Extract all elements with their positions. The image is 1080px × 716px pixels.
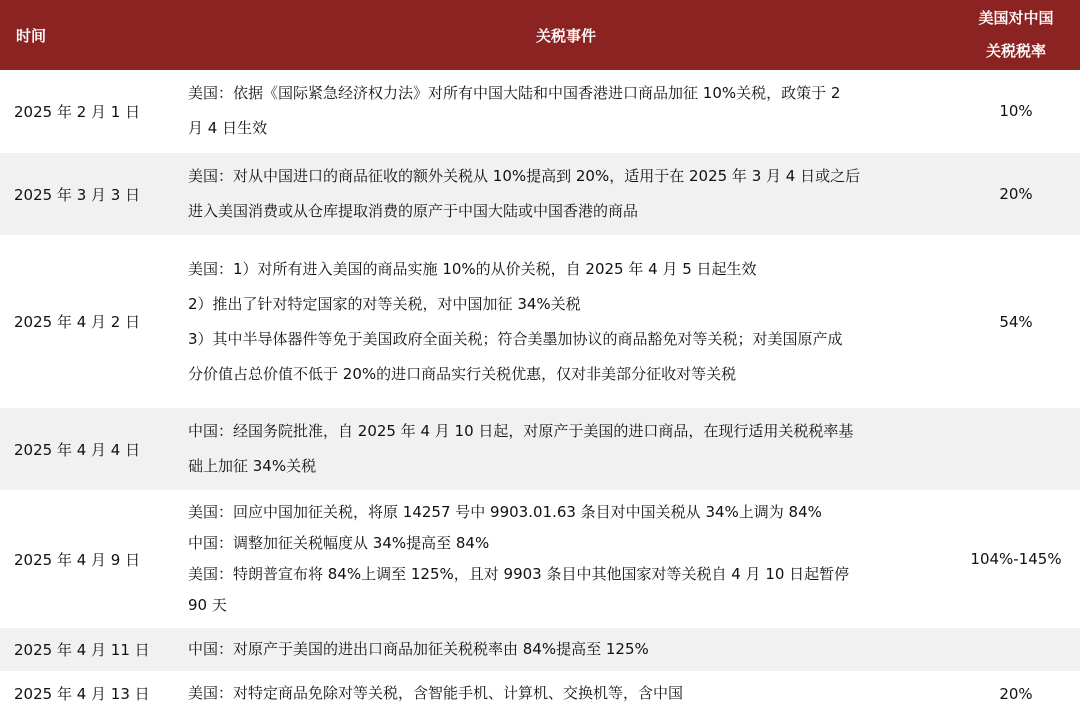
header-rate-line2: 关税税率	[985, 42, 1046, 60]
event-line: 美国：回应中国加征关税，将原 14257 号中 9903.01.63 条目对中国关税从 34%上调为 84%	[188, 503, 822, 521]
row-event	[180, 153, 952, 236]
row-event	[180, 408, 952, 491]
row-date: 2025 年 4 月 13 日	[0, 672, 180, 716]
event-line: 美国：对特定商品免除对等关税，含智能手机、计算机、交换机等，含中国	[188, 684, 684, 702]
event-line: 美国：对从中国进口的商品征收的额外关税从 10%提高到 20%，适用于在 2025 年 3 月 4 日或之后	[188, 167, 861, 185]
event-line: 进入美国消费或从仓库提取消费的原产于中国大陆或中国香港的商品	[188, 202, 639, 220]
row-date: 2025 年 2 月 1 日	[0, 70, 180, 153]
row-event	[180, 236, 952, 408]
table-row	[0, 153, 1080, 236]
event-line: 中国：调整加征关税幅度从 34%提高至 84%	[188, 534, 490, 552]
row-date: 2025 年 4 月 2 日	[0, 236, 180, 408]
event-line: 美国：特朗普宣布将 84%上调至 125%，且对 9903 条目中其他国家对等关税自 4 月 10 日起暂停	[188, 565, 850, 583]
table-row	[0, 236, 1080, 408]
header-rate-line1: 美国对中国	[978, 9, 1054, 27]
event-line: 中国：经国务院批准，自 2025 年 4 月 10 日起，对原产于美国的进口商品，在现行适用关税税率基	[188, 422, 854, 440]
row-event	[180, 672, 952, 716]
row-date: 2025 年 4 月 9 日	[0, 491, 180, 628]
header-time: 时间	[0, 0, 180, 70]
row-rate: 10%	[952, 70, 1080, 153]
event-line: 2）推出了针对特定国家的对等关税，对中国加征 34%关税	[188, 294, 581, 313]
row-rate: 20%	[952, 672, 1080, 716]
event-line: 分价值占总价值不低于 20%的进口商品实行关税优惠，仅对非美部分征收对等关税	[188, 364, 737, 383]
event-line: 月 4 日生效	[188, 119, 268, 137]
event-line: 美国：1）对所有进入美国的商品实施 10%的从价关税，自 2025 年 4 月 5 日起生效	[188, 259, 757, 278]
row-date: 2025 年 4 月 4 日	[0, 408, 180, 491]
event-line: 90 天	[188, 596, 227, 614]
table-header	[0, 0, 1080, 70]
event-line: 美国：依据《国际紧急经济权力法》对所有中国大陆和中国香港进口商品加征 10%关税，政策于 2	[188, 84, 841, 102]
row-rate: 104%-145%	[952, 491, 1080, 628]
header-event: 关税事件	[180, 0, 952, 70]
row-rate	[952, 628, 1080, 672]
header-rate	[952, 0, 1080, 70]
row-event	[180, 70, 952, 153]
event-line: 3）其中半导体器件等免于美国政府全面关税；符合美墨加协议的商品豁免对等关税；对美国原产成	[188, 329, 843, 348]
row-date: 2025 年 4 月 11 日	[0, 628, 180, 672]
table-row	[0, 408, 1080, 491]
event-line: 中国：对原产于美国的进出口商品加征关税税率由 84%提高至 125%	[188, 640, 649, 658]
row-event	[180, 628, 952, 672]
row-rate: 20%	[952, 153, 1080, 236]
table-row	[0, 628, 1080, 672]
table-row	[0, 70, 1080, 153]
row-date: 2025 年 3 月 3 日	[0, 153, 180, 236]
event-line: 础上加征 34%关税	[188, 457, 317, 475]
table-row	[0, 491, 1080, 628]
row-rate: 54%	[952, 236, 1080, 408]
row-event	[180, 491, 952, 628]
table-row	[0, 672, 1080, 716]
row-rate	[952, 408, 1080, 491]
